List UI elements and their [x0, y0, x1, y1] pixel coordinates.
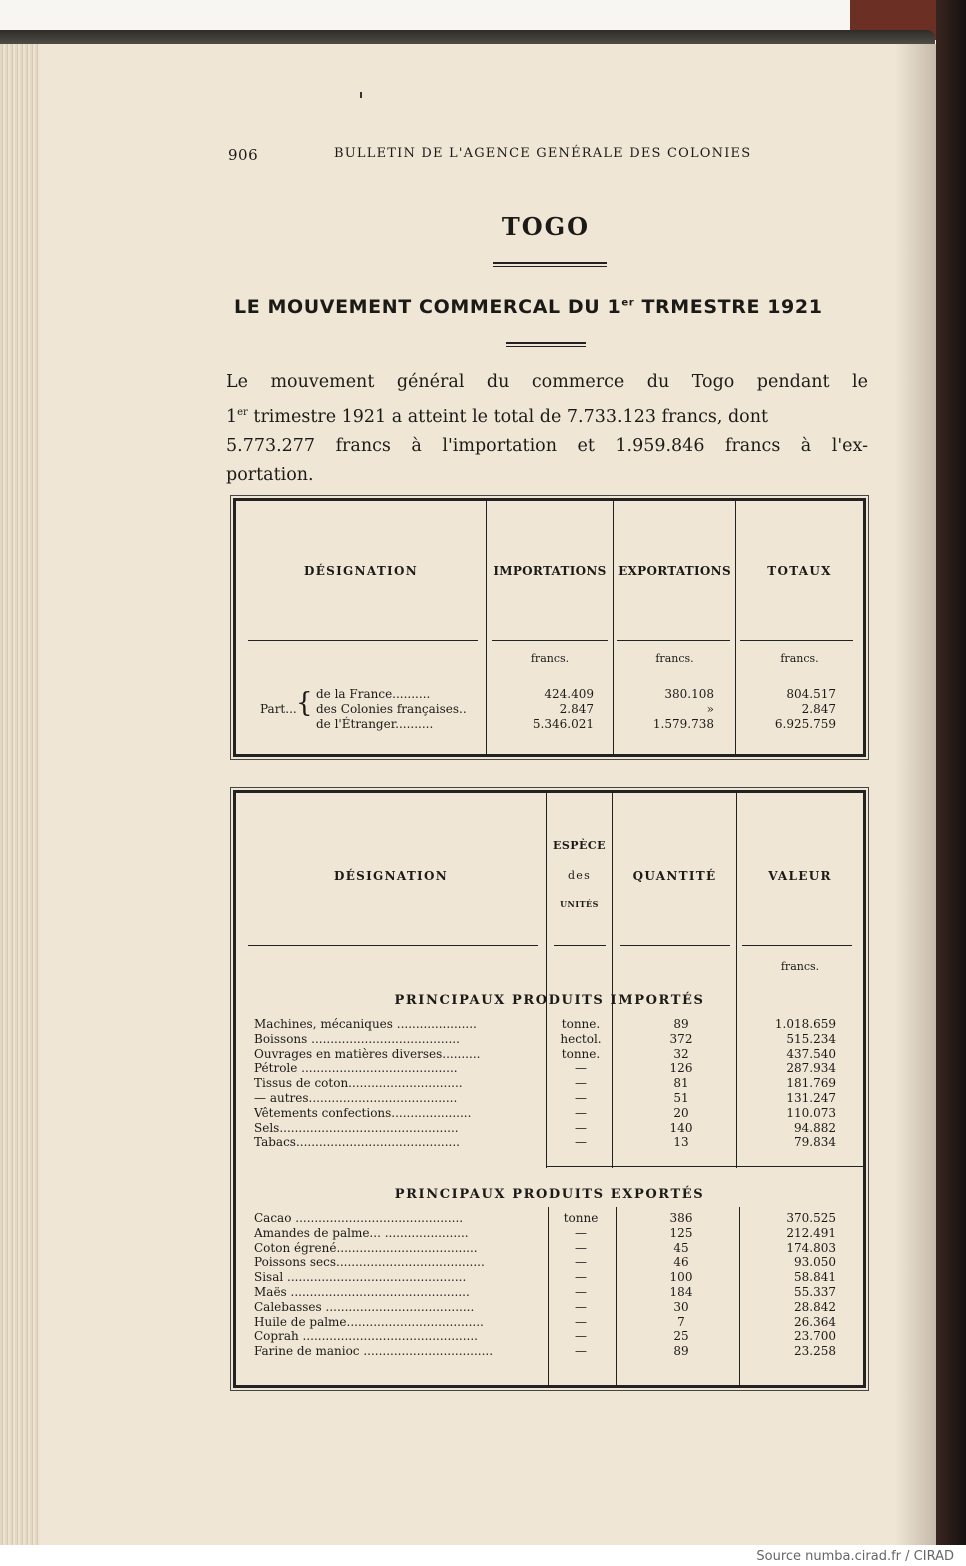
product-unit: — — [575, 1120, 587, 1135]
cell-exportations: 380.108 — [664, 687, 714, 701]
product-value: 26.364 — [794, 1314, 836, 1329]
subtitle-rule — [506, 342, 586, 344]
product-label: Ouvrages en matières diverses.......... — [254, 1046, 481, 1061]
brace: { — [296, 687, 313, 719]
cell-totaux: 804.517 — [786, 687, 836, 701]
product-quantity: 184 — [669, 1285, 693, 1299]
product-value: 1.018.659 — [774, 1017, 836, 1031]
product-label: Machines, mécaniques ..................... — [254, 1017, 477, 1031]
product-label: Poissons secs....................................... — [254, 1255, 485, 1270]
header-espece-des: des — [567, 869, 592, 882]
origin-table — [233, 498, 866, 757]
product-quantity: 125 — [669, 1225, 693, 1240]
header-rule — [248, 945, 538, 946]
column-divider — [613, 501, 614, 754]
product-label: Coton égrené..................................... — [254, 1240, 478, 1255]
column-divider — [616, 1207, 617, 1385]
source-credit: Source numba.cirad.fr / CIRAD — [756, 1549, 954, 1564]
cell-importations: 2.847 — [559, 702, 594, 716]
header-valeur: VALEUR — [768, 869, 832, 883]
product-quantity: 126 — [669, 1061, 693, 1076]
header-totaux: TOTAUX — [767, 564, 832, 578]
product-unit: hectol. — [560, 1031, 602, 1046]
product-quantity: 20 — [673, 1105, 689, 1120]
header-designation: DÉSIGNATION — [334, 869, 448, 883]
page-gutter-shadow — [895, 44, 937, 1545]
row-label: de l'Étranger.......... — [316, 717, 434, 731]
product-unit: — — [575, 1344, 587, 1359]
imported-section-title: PRINCIPAUX PRODUITS IMPORTÉS — [394, 993, 705, 1008]
title-rule — [493, 262, 607, 264]
header-espece-unites: UNITÉS — [560, 899, 599, 909]
product-value: 437.540 — [786, 1046, 836, 1061]
product-value: 55.337 — [794, 1285, 836, 1299]
column-divider — [486, 501, 487, 754]
product-value: 23.700 — [794, 1329, 836, 1344]
page-stack-edge — [0, 44, 40, 1545]
product-label: Farine de manioc .................................. — [254, 1344, 494, 1359]
unit-label: francs. — [780, 960, 820, 973]
product-value: 23.258 — [794, 1344, 836, 1359]
product-quantity: 89 — [673, 1344, 689, 1359]
running-title: BULLETIN DE L'AGENCE GENÉRALE DES COLONIES — [334, 146, 752, 161]
product-quantity: 372 — [669, 1031, 693, 1046]
unit-label: francs. — [530, 652, 570, 665]
header-rule — [248, 640, 478, 641]
column-divider — [735, 501, 736, 754]
product-quantity: 32 — [673, 1046, 689, 1061]
cell-importations: 424.409 — [544, 687, 594, 701]
exported-section-title: PRINCIPAUX PRODUITS EXPORTÉS — [394, 1187, 705, 1202]
product-value: 79.834 — [794, 1135, 836, 1150]
paragraph-line: portation. — [226, 465, 314, 486]
product-unit: — — [575, 1135, 587, 1150]
paragraph-line: Le mouvement général du commerce du Togo pendant le — [226, 372, 868, 392]
product-value: 174.803 — [786, 1240, 836, 1255]
product-unit: — — [575, 1299, 587, 1314]
cell-exportations: » — [706, 702, 714, 716]
part-label: Part... — [260, 702, 297, 716]
product-label: Tabacs........................................... — [254, 1135, 460, 1150]
cell-totaux: 6.925.759 — [774, 717, 836, 731]
page-title: TOGO — [501, 212, 591, 241]
intro-paragraph — [226, 368, 868, 491]
subtitle-rule-thin — [506, 346, 586, 347]
header-rule — [554, 945, 606, 946]
product-value: 287.934 — [786, 1061, 836, 1076]
page-number: 906 — [228, 146, 259, 164]
product-unit: tonne. — [561, 1046, 601, 1061]
row-label: de la France.......... — [316, 687, 431, 701]
unit-label: francs. — [655, 652, 694, 665]
column-divider — [739, 1207, 740, 1385]
product-label: — autres....................................... — [254, 1091, 458, 1105]
product-quantity: 25 — [673, 1329, 689, 1344]
product-label: Pétrole ......................................... — [254, 1061, 458, 1076]
product-quantity: 89 — [673, 1017, 689, 1031]
product-value: 94.882 — [794, 1120, 836, 1135]
article-title: LE MOUVEMENT COMMERCAL DU 1er TRMESTRE 1921 — [234, 296, 823, 318]
product-unit: tonne. — [561, 1017, 601, 1031]
product-label: Cacao ............................................ — [254, 1211, 464, 1225]
product-quantity: 46 — [673, 1255, 689, 1270]
row-label: des Colonies françaises.. — [316, 702, 467, 716]
header-rule — [740, 640, 853, 641]
cell-exportations: 1.579.738 — [652, 717, 714, 731]
product-label: Maës ............................................... — [254, 1285, 470, 1299]
header-designation: DÉSIGNATION — [304, 564, 418, 578]
header-rule — [492, 640, 608, 641]
paragraph-line: 1er trimestre 1921 a atteint le total de 7.733.123 francs, dont — [226, 406, 769, 427]
product-label: Calebasses ....................................... — [254, 1299, 475, 1314]
product-value: 58.841 — [794, 1270, 836, 1285]
product-value: 131.247 — [786, 1091, 836, 1105]
product-unit: — — [575, 1314, 587, 1329]
product-label: Coprah .............................................. — [254, 1329, 478, 1344]
product-unit: — — [575, 1225, 587, 1240]
column-divider — [736, 793, 737, 1168]
header-quantite: QUANTITÉ — [632, 869, 717, 883]
ink-mark — [360, 92, 362, 98]
header-rule — [620, 945, 730, 946]
product-quantity: 100 — [669, 1270, 693, 1285]
product-value: 515.234 — [786, 1031, 836, 1046]
product-quantity: 51 — [673, 1091, 689, 1105]
product-value: 28.842 — [794, 1299, 836, 1314]
product-unit: tonne — [563, 1211, 599, 1225]
cell-importations: 5.346.021 — [532, 717, 594, 731]
product-unit: — — [575, 1285, 587, 1299]
product-unit: — — [575, 1255, 587, 1270]
product-value: 212.491 — [786, 1225, 836, 1240]
product-quantity: 7 — [677, 1314, 685, 1329]
product-value: 93.050 — [794, 1255, 836, 1270]
paragraph-line: 5.773.277 francs à l'importation et 1.959.846 francs à l'ex- — [226, 435, 868, 456]
header-espece: ESPÈCE — [552, 839, 607, 852]
product-label: Vêtements confections..................... — [254, 1105, 472, 1120]
product-quantity: 13 — [673, 1135, 689, 1150]
product-unit: — — [575, 1091, 587, 1105]
product-label: Sels............................................... — [254, 1120, 459, 1135]
products-table — [233, 790, 866, 1388]
product-unit: — — [575, 1105, 587, 1120]
product-unit: — — [575, 1270, 587, 1285]
section-rule — [546, 1166, 863, 1167]
product-label: Boissons ....................................... — [254, 1031, 460, 1046]
product-quantity: 81 — [673, 1076, 689, 1091]
header-rule — [617, 640, 730, 641]
header-rule — [742, 945, 852, 946]
product-unit: — — [575, 1240, 587, 1255]
product-label: Huile de palme.................................... — [254, 1314, 484, 1329]
unit-label: francs. — [780, 652, 819, 665]
header-importations: IMPORTATIONS — [493, 564, 607, 578]
product-label: Tissus de coton.............................. — [254, 1076, 463, 1091]
product-unit: — — [575, 1329, 587, 1344]
product-quantity: 30 — [673, 1299, 689, 1314]
product-quantity: 386 — [669, 1211, 693, 1225]
product-value: 370.525 — [786, 1211, 836, 1225]
header-exportations: EXPORTATIONS — [618, 564, 731, 578]
product-unit: — — [575, 1076, 587, 1091]
title-rule-thin — [493, 266, 607, 267]
product-label: Amandes de palme... ...................... — [254, 1225, 469, 1240]
product-unit: — — [575, 1061, 587, 1076]
product-label: Sisal ............................................... — [254, 1270, 467, 1285]
product-value: 181.769 — [786, 1076, 836, 1091]
product-quantity: 140 — [669, 1120, 693, 1135]
cell-totaux: 2.847 — [801, 702, 836, 716]
product-value: 110.073 — [786, 1105, 836, 1120]
product-quantity: 45 — [673, 1240, 689, 1255]
